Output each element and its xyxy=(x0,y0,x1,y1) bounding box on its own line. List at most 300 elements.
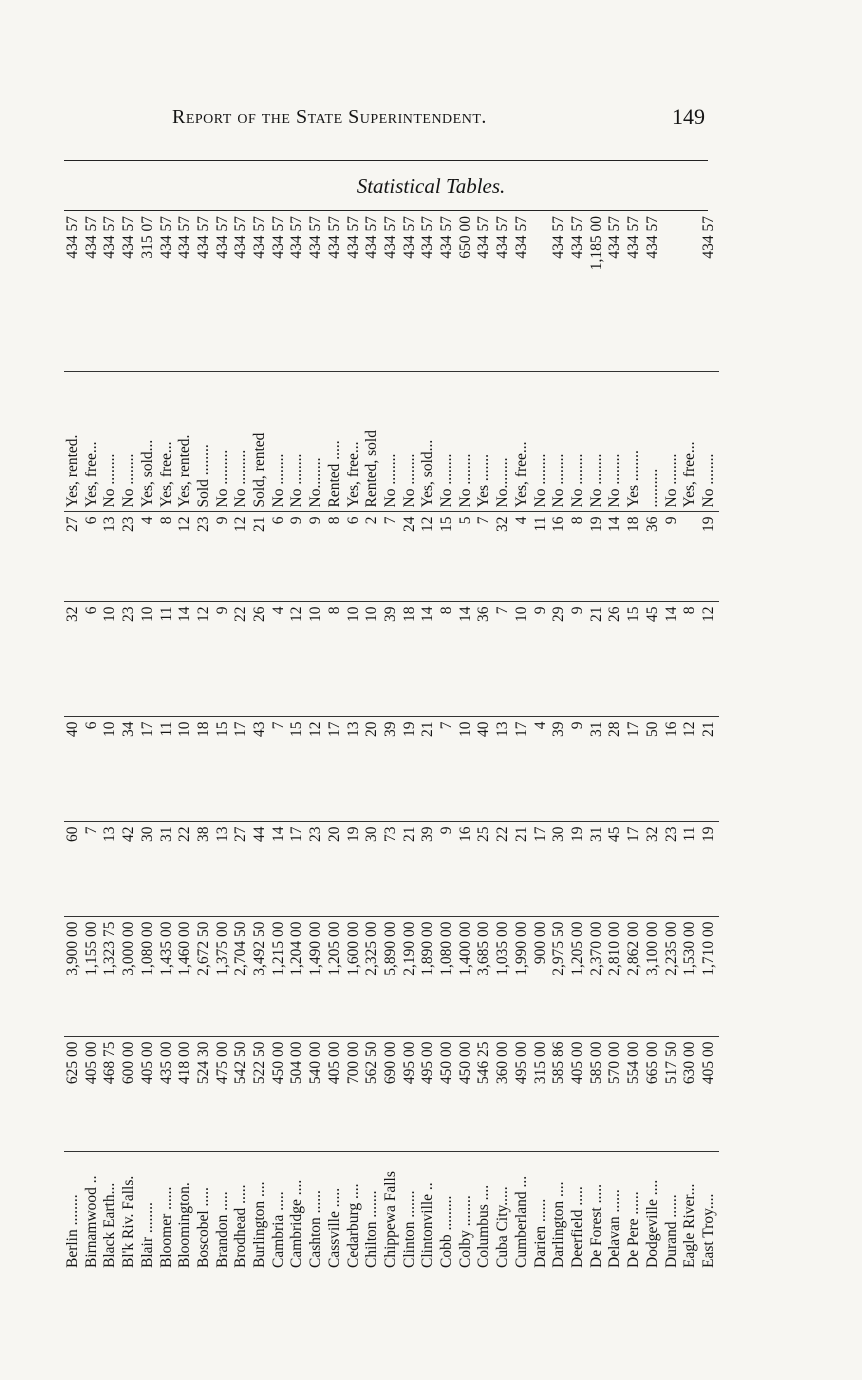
cell-b: 2,672 50 xyxy=(195,917,214,1037)
cell-g: No ........ xyxy=(382,372,401,512)
cell-town: Brandon ..... xyxy=(214,1152,233,1272)
cell-e: 8 xyxy=(326,602,345,717)
table-row xyxy=(120,212,139,1272)
cell-b: 1,204 00 xyxy=(288,917,307,1037)
cell-g: No ........ xyxy=(569,372,588,512)
cell-c: 30 xyxy=(139,822,158,917)
table-row xyxy=(176,212,195,1272)
cell-a: 405 00 xyxy=(569,1037,588,1152)
cell-a: 700 00 xyxy=(345,1037,364,1152)
cell-h: 434 57 xyxy=(251,216,269,259)
cell-g: Yes, sold... xyxy=(139,372,158,512)
cell-f: 23 xyxy=(195,512,214,602)
cell-town: Cedarburg .... xyxy=(345,1152,364,1272)
cell-e: 8 xyxy=(438,602,457,717)
cell-town: Cobb ......... xyxy=(438,1152,457,1272)
cell-h: 1,185 00 xyxy=(587,216,605,271)
cell-f: 6 xyxy=(345,512,364,602)
cell-c: 45 xyxy=(606,822,625,917)
cell-town: Columbus .... xyxy=(475,1152,494,1272)
cell-b: 2,370 00 xyxy=(588,917,607,1037)
table-subtitle: Statistical Tables. xyxy=(356,174,506,198)
cell-g: No........ xyxy=(307,372,326,512)
cell-e: 14 xyxy=(663,602,682,717)
rotated-table-wrapper xyxy=(64,212,717,1272)
cell-c: 30 xyxy=(363,822,382,917)
cell-g: Rented ..... xyxy=(326,372,345,512)
cell-c: 22 xyxy=(494,822,513,917)
cell-e: 11 xyxy=(158,602,177,717)
cell-c: 23 xyxy=(663,822,682,917)
cell-a: 475 00 xyxy=(214,1037,233,1152)
cell-a: 450 00 xyxy=(457,1037,476,1152)
table-row xyxy=(569,212,588,1272)
cell-d: 13 xyxy=(494,717,513,822)
cell-g: Yes ........ xyxy=(625,372,644,512)
cell-b: 1,215 00 xyxy=(270,917,289,1037)
statistical-table xyxy=(64,212,719,1272)
cell-e: 45 xyxy=(644,602,663,717)
cell-h: 434 57 xyxy=(64,216,81,259)
cell-a: 570 00 xyxy=(606,1037,625,1152)
cell-h xyxy=(663,212,682,372)
cell-c: 7 xyxy=(83,822,102,917)
cell-d: 9 xyxy=(569,717,588,822)
cell-d: 40 xyxy=(475,717,494,822)
cell-f: 5 xyxy=(457,512,476,602)
cell-f: 24 xyxy=(401,512,420,602)
table-body xyxy=(64,212,719,1272)
cell-b: 1,205 00 xyxy=(326,917,345,1037)
cell-g: No ......... xyxy=(214,372,233,512)
cell-a: 542 50 xyxy=(232,1037,251,1152)
cell-e: 15 xyxy=(625,602,644,717)
cell-c: 38 xyxy=(195,822,214,917)
cell-c: 31 xyxy=(588,822,607,917)
cell-f: 9 xyxy=(288,512,307,602)
cell-d: 10 xyxy=(101,717,120,822)
cell-f: 8 xyxy=(569,512,588,602)
cell-e: 8 xyxy=(681,602,700,717)
cell-g: No ........ xyxy=(457,372,476,512)
cell-g: .......... xyxy=(644,372,663,512)
cell-town: Chilton ....... xyxy=(363,1152,382,1272)
cell-h: 434 57 xyxy=(475,216,493,259)
cell-c: 11 xyxy=(681,822,700,917)
cell-town: Deerfield ..... xyxy=(569,1152,588,1272)
cell-c: 23 xyxy=(307,822,326,917)
cell-e: 10 xyxy=(307,602,326,717)
cell-a: 690 00 xyxy=(382,1037,401,1152)
cell-town: Cuba City..... xyxy=(494,1152,513,1272)
cell-e: 10 xyxy=(101,602,120,717)
cell-h: 434 57 xyxy=(643,216,661,259)
cell-b: 1,035 00 xyxy=(494,917,513,1037)
cell-e: 9 xyxy=(214,602,233,717)
cell-a: 600 00 xyxy=(120,1037,139,1152)
cell-c: 14 xyxy=(270,822,289,917)
cell-g: Yes, free... xyxy=(345,372,364,512)
cell-town: Berlin ........ xyxy=(64,1152,83,1272)
cell-b: 1,890 00 xyxy=(419,917,438,1037)
statistical-table-container xyxy=(64,212,717,1272)
cell-g: Sold, rented xyxy=(251,372,270,512)
cell-c: 21 xyxy=(401,822,420,917)
cell-a: 495 00 xyxy=(419,1037,438,1152)
cell-g: Yes ....... xyxy=(475,372,494,512)
cell-g: Rented, sold xyxy=(363,372,382,512)
cell-b: 1,323 75 xyxy=(101,917,120,1037)
cell-town: Blair ........ xyxy=(139,1152,158,1272)
cell-a: 405 00 xyxy=(326,1037,345,1152)
table-row xyxy=(345,212,364,1272)
cell-b: 2,862 00 xyxy=(625,917,644,1037)
cell-f: 4 xyxy=(513,512,532,602)
cell-g: Yes, free... xyxy=(513,372,532,512)
cell-b: 1,205 00 xyxy=(569,917,588,1037)
cell-c: 17 xyxy=(532,822,551,917)
cell-f: 8 xyxy=(158,512,177,602)
cell-a: 468 75 xyxy=(101,1037,120,1152)
cell-b: 1,400 00 xyxy=(457,917,476,1037)
cell-d: 17 xyxy=(513,717,532,822)
cell-f: 32 xyxy=(494,512,513,602)
cell-g: No ......... xyxy=(232,372,251,512)
cell-town: Black Earth... xyxy=(101,1152,120,1272)
cell-g: No ........ xyxy=(532,372,551,512)
cell-e: 14 xyxy=(419,602,438,717)
cell-e: 39 xyxy=(382,602,401,717)
cell-b: 3,492 50 xyxy=(251,917,270,1037)
cell-d: 17 xyxy=(625,717,644,822)
cell-g: No ........ xyxy=(120,372,139,512)
cell-a: 450 00 xyxy=(438,1037,457,1152)
cell-d: 19 xyxy=(401,717,420,822)
cell-f: 9 xyxy=(307,512,326,602)
page-number: 149 xyxy=(672,104,705,129)
table-row xyxy=(101,212,120,1272)
cell-d: 18 xyxy=(195,717,214,822)
table-row xyxy=(83,212,102,1272)
cell-d: 21 xyxy=(700,717,719,822)
cell-town: De Forest ..... xyxy=(588,1152,607,1272)
cell-d: 50 xyxy=(644,717,663,822)
table-row xyxy=(401,212,420,1272)
table-row xyxy=(663,212,682,1272)
cell-b: 1,490 00 xyxy=(307,917,326,1037)
cell-c: 39 xyxy=(419,822,438,917)
cell-c: 27 xyxy=(232,822,251,917)
cell-c: 30 xyxy=(550,822,569,917)
cell-h xyxy=(681,212,700,372)
cell-h: 434 57 xyxy=(101,216,119,259)
cell-a: 504 00 xyxy=(288,1037,307,1152)
cell-town: Brodhead ..... xyxy=(232,1152,251,1272)
cell-b: 5,890 00 xyxy=(382,917,401,1037)
cell-f: 6 xyxy=(83,512,102,602)
cell-g: No........ xyxy=(494,372,513,512)
cell-d: 17 xyxy=(326,717,345,822)
cell-a: 524 30 xyxy=(195,1037,214,1152)
table-row xyxy=(288,212,307,1272)
cell-h: 434 57 xyxy=(419,216,437,259)
cell-town: Darlington .... xyxy=(550,1152,569,1272)
cell-f: 7 xyxy=(475,512,494,602)
cell-h: 434 57 xyxy=(625,216,643,259)
table-row xyxy=(588,212,607,1272)
cell-a: 418 00 xyxy=(176,1037,195,1152)
table-row xyxy=(307,212,326,1272)
table-row xyxy=(64,212,83,1272)
cell-c: 32 xyxy=(644,822,663,917)
cell-town: Chippewa Falls xyxy=(382,1152,401,1272)
cell-g: Yes, free... xyxy=(83,372,102,512)
table-row xyxy=(494,212,513,1272)
cell-g: Yes, free... xyxy=(681,372,700,512)
cell-d: 17 xyxy=(139,717,158,822)
table-row xyxy=(438,212,457,1272)
cell-a: 405 00 xyxy=(139,1037,158,1152)
cell-a: 585 00 xyxy=(588,1037,607,1152)
cell-town: Clintonville .. xyxy=(419,1152,438,1272)
cell-d: 4 xyxy=(532,717,551,822)
cell-town: Cambridge .... xyxy=(288,1152,307,1272)
cell-e: 10 xyxy=(139,602,158,717)
cell-d: 6 xyxy=(83,717,102,822)
cell-d: 21 xyxy=(419,717,438,822)
cell-c: 44 xyxy=(251,822,270,917)
cell-c: 60 xyxy=(64,822,83,917)
table-row xyxy=(158,212,177,1272)
cell-d: 7 xyxy=(270,717,289,822)
cell-town: Birnamwood .. xyxy=(83,1152,102,1272)
cell-d: 39 xyxy=(550,717,569,822)
cell-f: 6 xyxy=(270,512,289,602)
table-row xyxy=(457,212,476,1272)
cell-g: Yes, rented. xyxy=(64,372,83,512)
cell-h: 434 57 xyxy=(325,216,343,259)
cell-town: Cashton ...... xyxy=(307,1152,326,1272)
cell-c: 22 xyxy=(176,822,195,917)
cell-d: 40 xyxy=(64,717,83,822)
table-row xyxy=(270,212,289,1272)
cell-h xyxy=(532,212,551,372)
cell-f: 2 xyxy=(363,512,382,602)
cell-b: 1,375 00 xyxy=(214,917,233,1037)
cell-h: 434 57 xyxy=(568,216,586,259)
cell-f: 13 xyxy=(101,512,120,602)
cell-f: 27 xyxy=(64,512,83,602)
cell-e: 18 xyxy=(401,602,420,717)
cell-town: De Pere ...... xyxy=(625,1152,644,1272)
cell-a: 665 00 xyxy=(644,1037,663,1152)
cell-d: 20 xyxy=(363,717,382,822)
cell-e: 21 xyxy=(588,602,607,717)
cell-town: Colby ........ xyxy=(457,1152,476,1272)
cell-e: 23 xyxy=(120,602,139,717)
cell-h: 315 07 xyxy=(138,216,156,259)
cell-e: 12 xyxy=(700,602,719,717)
cell-town: Darien ...... xyxy=(532,1152,551,1272)
cell-a: 630 00 xyxy=(681,1037,700,1152)
cell-c: 19 xyxy=(569,822,588,917)
cell-b: 2,235 00 xyxy=(663,917,682,1037)
table-row xyxy=(532,212,551,1272)
cell-h: 434 57 xyxy=(344,216,362,259)
cell-a: 625 00 xyxy=(64,1037,83,1152)
cell-town: Cambria ..... xyxy=(270,1152,289,1272)
table-row xyxy=(625,212,644,1272)
cell-town: East Troy.... xyxy=(700,1152,719,1272)
cell-b: 900 00 xyxy=(532,917,551,1037)
table-row xyxy=(475,212,494,1272)
cell-h: 434 57 xyxy=(550,216,568,259)
cell-f: 16 xyxy=(550,512,569,602)
cell-town: Durand ...... xyxy=(663,1152,682,1272)
cell-h: 434 57 xyxy=(699,216,717,259)
cell-g: No ........ xyxy=(401,372,420,512)
cell-e: 6 xyxy=(83,602,102,717)
cell-town: Burlington .... xyxy=(251,1152,270,1272)
cell-d: 39 xyxy=(382,717,401,822)
cell-e: 29 xyxy=(550,602,569,717)
cell-c: 17 xyxy=(625,822,644,917)
cell-f xyxy=(681,512,700,602)
cell-town: Eagle River... xyxy=(681,1152,700,1272)
cell-a: 315 00 xyxy=(532,1037,551,1152)
cell-h: 434 57 xyxy=(494,216,512,259)
cell-h: 434 57 xyxy=(120,216,138,259)
cell-b: 2,325 00 xyxy=(363,917,382,1037)
cell-d: 10 xyxy=(176,717,195,822)
cell-e: 32 xyxy=(64,602,83,717)
table-row xyxy=(644,212,663,1272)
cell-e: 4 xyxy=(270,602,289,717)
cell-f: 15 xyxy=(438,512,457,602)
table-row xyxy=(232,212,251,1272)
cell-g: No ........ xyxy=(550,372,569,512)
cell-b: 1,155 00 xyxy=(83,917,102,1037)
cell-b: 2,190 00 xyxy=(401,917,420,1037)
cell-c: 9 xyxy=(438,822,457,917)
cell-h: 650 00 xyxy=(456,216,474,259)
table-row xyxy=(195,212,214,1272)
cell-d: 28 xyxy=(606,717,625,822)
cell-d: 12 xyxy=(681,717,700,822)
cell-h: 434 57 xyxy=(307,216,325,259)
cell-c: 25 xyxy=(475,822,494,917)
cell-e: 9 xyxy=(532,602,551,717)
cell-h: 434 57 xyxy=(194,216,212,259)
cell-c: 13 xyxy=(214,822,233,917)
cell-e: 26 xyxy=(606,602,625,717)
cell-h: 434 57 xyxy=(232,216,250,259)
cell-a: 517 50 xyxy=(663,1037,682,1152)
cell-f: 9 xyxy=(214,512,233,602)
cell-d: 34 xyxy=(120,717,139,822)
cell-b: 3,900 00 xyxy=(64,917,83,1037)
table-row xyxy=(606,212,625,1272)
cell-g: No ........ xyxy=(700,372,719,512)
cell-c: 31 xyxy=(158,822,177,917)
cell-g: No ........ xyxy=(606,372,625,512)
cell-h: 434 57 xyxy=(381,216,399,259)
table-row xyxy=(363,212,382,1272)
cell-d: 17 xyxy=(232,717,251,822)
cell-a: 495 00 xyxy=(401,1037,420,1152)
cell-c: 13 xyxy=(101,822,120,917)
cell-d: 15 xyxy=(288,717,307,822)
cell-h: 434 57 xyxy=(157,216,175,259)
cell-g: No ........ xyxy=(270,372,289,512)
cell-c: 19 xyxy=(700,822,719,917)
cell-e: 10 xyxy=(363,602,382,717)
cell-g: Sold ........ xyxy=(195,372,214,512)
cell-d: 15 xyxy=(214,717,233,822)
cell-town: Bloomington. xyxy=(176,1152,195,1272)
cell-a: 405 00 xyxy=(700,1037,719,1152)
cell-c: 20 xyxy=(326,822,345,917)
cell-b: 1,710 00 xyxy=(700,917,719,1037)
cell-h: 434 57 xyxy=(82,216,100,259)
cell-d: 7 xyxy=(438,717,457,822)
table-row xyxy=(326,212,345,1272)
table-row xyxy=(550,212,569,1272)
cell-a: 360 00 xyxy=(494,1037,513,1152)
cell-h: 434 57 xyxy=(512,216,530,259)
cell-d: 43 xyxy=(251,717,270,822)
cell-f: 19 xyxy=(588,512,607,602)
cell-a: 546 25 xyxy=(475,1037,494,1152)
table-row xyxy=(214,212,233,1272)
cell-h: 434 57 xyxy=(213,216,231,259)
cell-g: No ........ xyxy=(101,372,120,512)
cell-g: No ........ xyxy=(438,372,457,512)
cell-g: Yes, free... xyxy=(158,372,177,512)
cell-f: 12 xyxy=(419,512,438,602)
cell-f: 4 xyxy=(139,512,158,602)
cell-e: 12 xyxy=(195,602,214,717)
cell-a: 540 00 xyxy=(307,1037,326,1152)
cell-d: 16 xyxy=(663,717,682,822)
cell-town: Cumberland ... xyxy=(513,1152,532,1272)
cell-town: Dodgeville .... xyxy=(644,1152,663,1272)
cell-f: 12 xyxy=(176,512,195,602)
table-row xyxy=(681,212,700,1272)
cell-b: 2,810 00 xyxy=(606,917,625,1037)
cell-e: 10 xyxy=(345,602,364,717)
cell-e: 9 xyxy=(569,602,588,717)
cell-a: 450 00 xyxy=(270,1037,289,1152)
table-row xyxy=(513,212,532,1272)
cell-b: 1,080 00 xyxy=(438,917,457,1037)
cell-d: 10 xyxy=(457,717,476,822)
header-rule-bottom xyxy=(64,210,708,211)
cell-g: No ........ xyxy=(288,372,307,512)
cell-town: Bloomer ...... xyxy=(158,1152,177,1272)
cell-h: 434 57 xyxy=(606,216,624,259)
header-rule-top xyxy=(64,160,708,161)
cell-c: 73 xyxy=(382,822,401,917)
cell-h: 434 57 xyxy=(176,216,194,259)
cell-b: 1,080 00 xyxy=(139,917,158,1037)
cell-g: Yes, rented. xyxy=(176,372,195,512)
cell-a: 585 86 xyxy=(550,1037,569,1152)
table-row xyxy=(419,212,438,1272)
cell-b: 1,600 00 xyxy=(345,917,364,1037)
table-row xyxy=(700,212,719,1272)
cell-b: 3,685 00 xyxy=(475,917,494,1037)
